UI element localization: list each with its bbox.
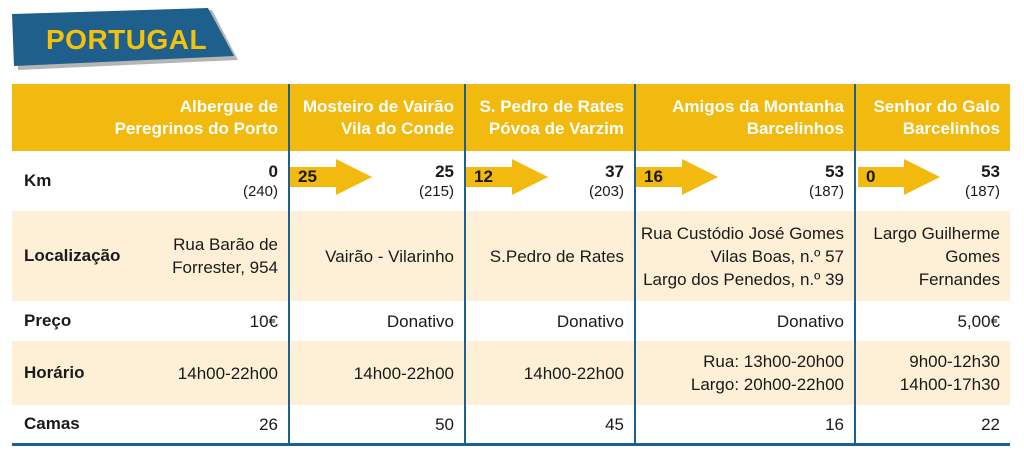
distance-arrow <box>636 159 720 195</box>
preco-cell <box>638 301 844 341</box>
camas-cell <box>468 405 624 443</box>
column-divider <box>464 84 466 443</box>
preco-value: Donativo <box>386 311 454 331</box>
row-label-camas: Camas <box>24 414 80 433</box>
camas-cell <box>292 405 454 443</box>
km-value: 37 <box>605 161 624 181</box>
horario-line: 14h00-17h30 <box>899 375 1000 394</box>
camas-value: 50 <box>435 414 454 434</box>
distance-arrow <box>290 159 374 195</box>
localizacao-line: Vilas Boas, n.º 57 <box>710 246 844 266</box>
km-cell <box>724 156 844 206</box>
albergue-name-line2: Vila do Conde <box>340 118 454 138</box>
col-header-senhor-galo <box>858 84 1000 151</box>
localizacao-cell <box>858 211 1000 301</box>
albergue-name-line2: Barcelinhos <box>902 118 1000 138</box>
horario-cell <box>638 341 844 405</box>
localizacao-line: Largo dos Penedos, n.º 39 <box>643 269 844 289</box>
albergue-name: Senhor do Galo <box>873 96 1000 116</box>
horario-line: 14h00-22h00 <box>177 363 278 383</box>
country-banner <box>12 8 240 72</box>
preco-cell <box>292 301 454 341</box>
km-remaining: (240) <box>242 182 278 200</box>
albergue-name-line2: Barcelinhos <box>746 118 844 138</box>
localizacao-cell <box>468 211 624 301</box>
horario-line: Largo: 20h00-22h00 <box>690 375 844 394</box>
banner-title: PORTUGAL <box>46 24 208 55</box>
row-label-localizacao: Localização <box>24 246 121 265</box>
km-remaining: (187) <box>808 182 844 200</box>
distance-arrow-value: 0 <box>866 167 876 186</box>
row-label-km: Km <box>24 171 52 190</box>
localizacao-cell <box>292 211 454 301</box>
horario-cell <box>468 341 624 405</box>
localizacao-line: Fernandes <box>918 269 1000 289</box>
col-header-sao-pedro-rates <box>468 84 624 151</box>
horario-line: 14h00-22h00 <box>523 363 624 383</box>
distance-arrow-value: 25 <box>298 167 317 186</box>
km-value: 0 <box>268 161 278 181</box>
horario-line: 14h00-22h00 <box>353 363 454 383</box>
column-divider <box>634 84 636 443</box>
km-cell <box>374 156 454 206</box>
km-cell <box>550 156 624 206</box>
albergue-name: Amigos da Montanha <box>672 96 844 116</box>
preco-cell <box>468 301 624 341</box>
km-value: 53 <box>825 161 844 181</box>
camas-value: 16 <box>825 414 844 434</box>
albergue-name-line2: Póvoa de Varzim <box>488 118 624 138</box>
km-cell <box>946 156 1000 206</box>
column-divider <box>854 84 856 443</box>
preco-value: Donativo <box>776 311 844 331</box>
localizacao-line: Vairão - Vilarinho <box>325 246 454 266</box>
km-remaining: (187) <box>964 182 1000 200</box>
camas-cell <box>112 405 278 443</box>
horario-line: Rua: 13h00-20h00 <box>703 352 844 371</box>
distance-arrow-value: 16 <box>644 167 663 186</box>
horario-cell <box>292 341 454 405</box>
km-value: 25 <box>435 161 454 181</box>
col-header-amigos-montanha <box>638 84 844 151</box>
column-divider <box>288 84 290 443</box>
albergue-name: S. Pedro de Rates <box>479 96 624 116</box>
col-header-mosteiro-vairao <box>292 84 454 151</box>
preco-value: 10€ <box>249 311 278 331</box>
horario-line: 9h00-12h30 <box>909 352 1000 371</box>
localizacao-cell <box>638 211 844 301</box>
horario-cell <box>858 341 1000 405</box>
albergue-name-line2: Peregrinos do Porto <box>114 118 278 138</box>
km-remaining: (203) <box>588 182 624 200</box>
albergue-name: Mosteiro de Vairão <box>302 96 454 116</box>
km-remaining: (215) <box>418 182 454 200</box>
preco-cell <box>112 301 278 341</box>
distance-arrow-value: 12 <box>474 167 493 186</box>
row-label-preco: Preço <box>24 311 72 330</box>
camas-value: 26 <box>259 414 278 434</box>
row-label-horario: Horário <box>24 363 85 382</box>
distance-arrow <box>858 159 942 195</box>
localizacao-line: Largo Guilherme <box>873 223 1000 243</box>
camas-cell <box>638 405 844 443</box>
preco-value: Donativo <box>556 311 624 331</box>
preco-value: 5,00€ <box>957 311 1000 331</box>
albergues-table <box>12 84 1010 446</box>
camas-value: 45 <box>605 414 624 434</box>
localizacao-line: Gomes <box>945 246 1000 266</box>
albergue-name: Albergue de <box>179 96 278 116</box>
localizacao-line: Forrester, 954 <box>172 258 278 277</box>
preco-cell <box>858 301 1000 341</box>
localizacao-line: Rua Custódio José Gomes <box>640 223 844 243</box>
localizacao-line: Rua Barão de <box>173 235 278 254</box>
col-header-albergue-porto <box>112 84 278 151</box>
distance-arrow <box>466 159 550 195</box>
camas-cell <box>858 405 1000 443</box>
localizacao-cell <box>112 211 278 301</box>
km-value: 53 <box>981 161 1000 181</box>
km-cell <box>112 156 278 206</box>
camas-value: 22 <box>981 414 1000 434</box>
horario-cell <box>112 341 278 405</box>
table-bottom-rule <box>12 443 1010 446</box>
localizacao-line: S.Pedro de Rates <box>489 246 624 266</box>
